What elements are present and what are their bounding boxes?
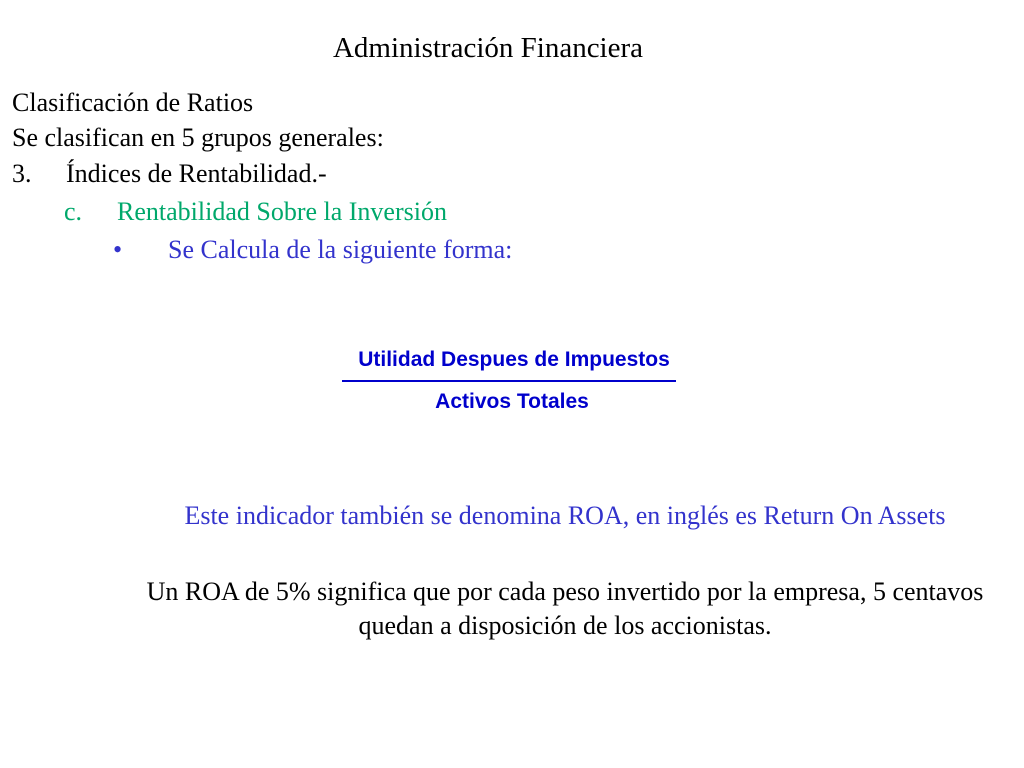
fraction-bar bbox=[342, 380, 676, 382]
intro-text: Se clasifican en 5 grupos generales: bbox=[12, 123, 384, 152]
slide-title: Administración Financiera bbox=[332, 32, 644, 64]
formula-numerator: Utilidad Despues de Impuestos bbox=[358, 348, 670, 371]
list-item-text: Índices de Rentabilidad.- bbox=[66, 159, 327, 188]
roa-definition-note: Este indicador también se denomina ROA, en inglés es Return On Assets bbox=[184, 501, 946, 530]
bullet-text: Se Calcula de la siguiente forma: bbox=[168, 235, 513, 264]
roa-formula bbox=[330, 346, 690, 416]
bullet-marker: • bbox=[113, 235, 123, 264]
roa-example-note: Un ROA de 5% significa que por cada peso invertido por la empresa, 5 centavos quedan a disposición de los accionistas. bbox=[146, 577, 984, 640]
formula-denominator: Activos Totales bbox=[435, 390, 589, 413]
section-heading: Clasificación de Ratios bbox=[12, 88, 254, 117]
sub-item-text: Rentabilidad Sobre la Inversión bbox=[117, 197, 447, 226]
sub-item-marker: c. bbox=[64, 197, 83, 226]
list-item-marker: 3. bbox=[12, 159, 32, 188]
